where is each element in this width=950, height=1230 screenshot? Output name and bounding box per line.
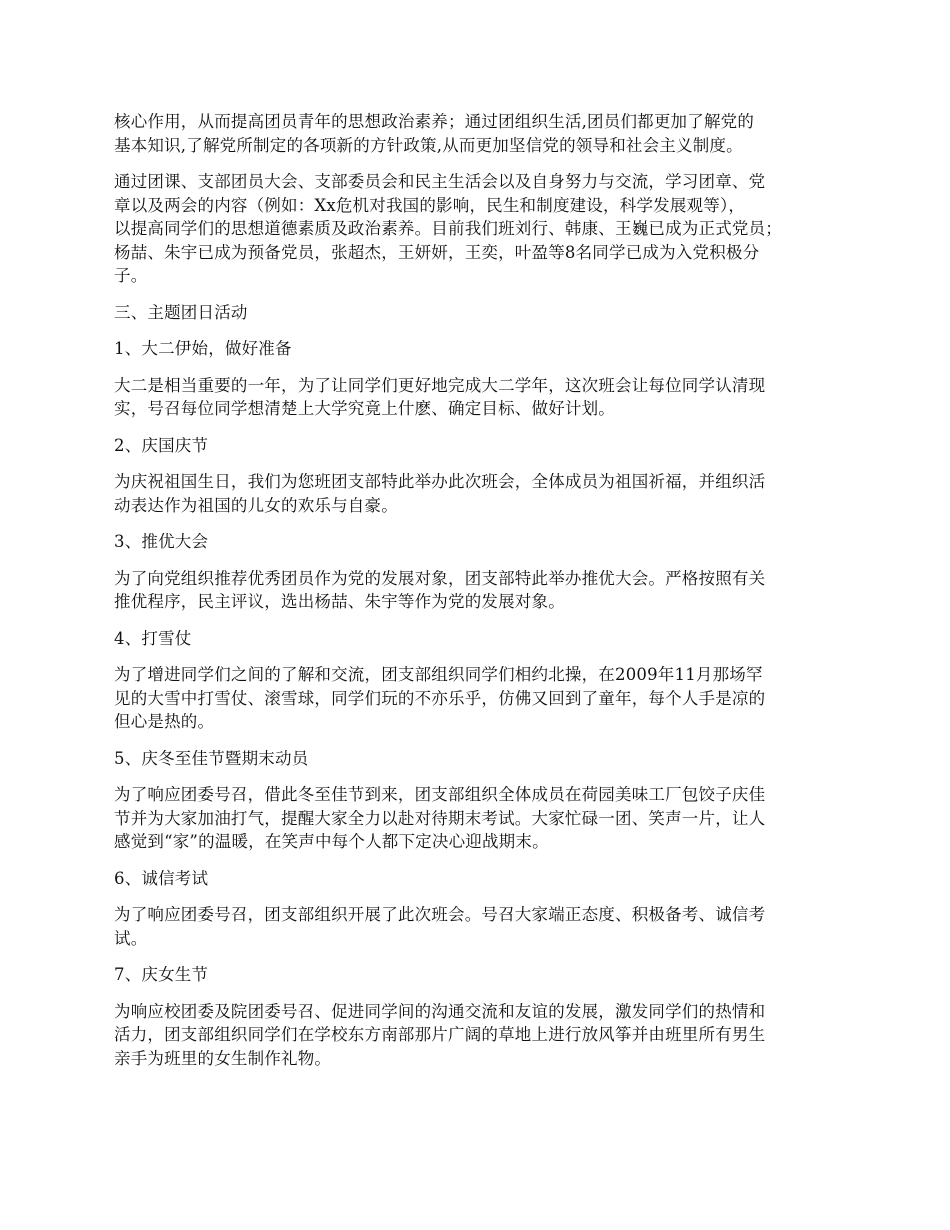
activity-heading: 4、打雪仗 (114, 628, 192, 648)
activity-heading: 5、庆冬至佳节暨期末动员 (114, 748, 309, 768)
paragraph: 核心作用，从而提高团员青年的思想政治素养；通过团组织生活,团员们都更加了解党的 基本知识,了解党所制定的各项新的方针政策,从而更加坚信党的领导和社会主义制度。 (114, 112, 755, 155)
document-body (114, 110, 842, 1083)
paragraph: 通过团课、支部团员大会、支部委员会和民主生活会以及自身努力与交流，学习团章、党 章以及两会的内容（例如：Xx危机对我国的影响，民生和制度建设，科学发展观等）， 以提高同学们的思想道德素质及政治素养。目前我们班刘行、韩康、王巍已成为正式党员； 杨喆、朱宇已成为预备党员，张超杰，王妍妍，王奕，叶盈等8名同学已成为入党积极分 子。 (114, 172, 782, 285)
paragraph: 为了增进同学们之间的了解和交流，团支部组织同学们相约北操，在2009年11月那场罕 见的大雪中打雪仗、滚雪球，同学们玩的不亦乐乎，仿佛又回到了童年，每个人手是凉的 但心是热的。 (114, 665, 766, 731)
activity-heading: 3、推优大会 (114, 532, 209, 551)
activity-heading: 7、庆女生节 (114, 965, 209, 984)
section-heading: 三、主题团日活动 (114, 302, 248, 322)
activity-heading: 1、大二伊始，做好准备 (114, 339, 292, 358)
paragraph: 为了响应团委号召，借此冬至佳节到来，团支部组织全体成员在荷园美味工厂包饺子庆佳 节并为大家加油打气，提醒大家全力以赴对待期末考试。大家忙碌一团、笑声一片，让人 感觉到“家”的温暖，在笑声中每个人都下定决心迎战期末。 (114, 785, 766, 851)
paragraph: 为响应校团委及院团委号召、促进同学间的沟通交流和友谊的发展，激发同学们的热情和 活力，团支部组织同学们在学校东方南部那片广阔的草地上进行放风筝并由班里所有男生 亲手为班里的女生制作礼物。 (114, 1001, 766, 1068)
paragraph: 为了向党组织推荐优秀团员作为党的发展对象，团支部特此举办推优大会。严格按照有关 推优程序，民主评议，选出杨喆、朱宇等作为党的发展对象。 (114, 568, 766, 611)
activity-heading: 2、庆国庆节 (114, 435, 209, 455)
paragraph: 大二是相当重要的一年，为了让同学们更好地完成大二学年，这次班会让每位同学认清现 实，号召每位同学想清楚上大学究竟上什麽、确定目标、做好计划。 (114, 375, 766, 418)
paragraph: 为了响应团委号召，团支部组织开展了此次班会。号召大家端正态度、积极备考、诚信考 试。 (114, 905, 766, 948)
activity-heading: 6、诚信考试 (114, 868, 209, 888)
paragraph: 为庆祝祖国生日，我们为您班团支部特此举办此次班会，全体成员为祖国祈福，并组织活 动表达作为祖国的儿女的欢乐与自豪。 (114, 472, 766, 515)
